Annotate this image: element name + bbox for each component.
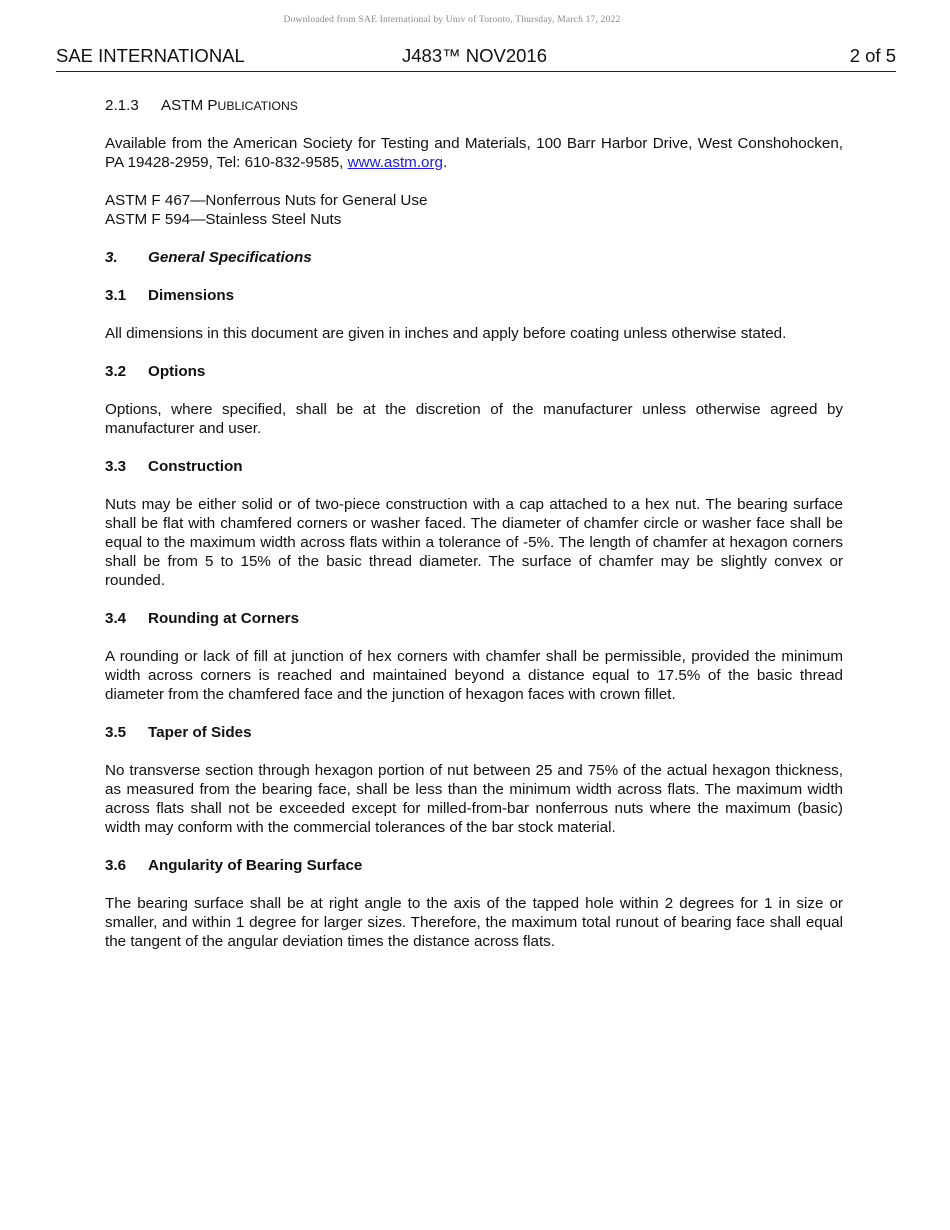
reference-item: ASTM F 594—Stainless Steel Nuts bbox=[105, 211, 342, 228]
section-title: General Specifications bbox=[148, 249, 312, 266]
download-watermark: Downloaded from SAE International by Univ of Toronto, Thursday, March 17, 2022 bbox=[283, 15, 621, 25]
section-number: 3.4 bbox=[105, 610, 127, 627]
section-title: Dimensions bbox=[148, 287, 235, 304]
section-3-6-body: The bearing surface shall be at right angle to the axis of the tapped hole within 2 degrees for 1 in size or smaller, and within 1 degree for larger sizes. Therefore, the maximum total runout of bearing face shall equal the tangent of the angular deviation times the distance across flats. bbox=[105, 895, 843, 950]
availability-text: Available from the American Society for Testing and Materials, 100 Barr Harbor Drive, West Conshohocken, PA 19428-2959, Tel: 610-832-9585, bbox=[105, 135, 843, 171]
section-title: Angularity of Bearing Surface bbox=[148, 857, 363, 874]
section-title: Construction bbox=[148, 458, 243, 475]
section-3-1-body: All dimensions in this document are given in inches and apply before coating unless otherwise stated. bbox=[105, 325, 787, 342]
section-3-5-body: No transverse section through hexagon portion of nut between 25 and 75% of the actual hexagon thickness, as measured from the bearing face, shall be less than the minimum width across flats. The maximum width across flats shall not be exceeded except for milled-from-bar nonferrous nuts where the maximum (basic) width may conform with the commercial tolerances of the bar stock material. bbox=[105, 762, 843, 836]
availability-end: . bbox=[443, 154, 448, 171]
section-number: 3.2 bbox=[105, 363, 127, 380]
section-title: Options bbox=[148, 363, 206, 380]
section-3-3-body: Nuts may be either solid or of two-piece construction with a cap attached to a hex nut. The bearing surface shall be flat with chamfered corners or washer faced. The diameter of chamfer circle or washer face shall be equal to the maximum width across flats within a tolerance of -5%. The length of chamfer at hexagon corners shall be from 5 to 15% of the basic thread diameter. The surface of chamfer may be slightly convex or rounded. bbox=[105, 496, 843, 589]
section-number: 2.1.3 bbox=[105, 97, 139, 114]
title-prefix: ASTM P bbox=[161, 97, 218, 114]
section-3-2-body: Options, where specified, shall be at the discretion of the manufacturer unless otherwise agreed by manufacturer and user. bbox=[105, 401, 843, 437]
section-number: 3. bbox=[105, 249, 118, 266]
section-3-heading bbox=[105, 248, 843, 267]
title-smallcaps: UBLICATIONS bbox=[217, 99, 298, 113]
section-2-1-3-heading bbox=[105, 96, 843, 115]
section-3-3-heading bbox=[105, 457, 843, 476]
reference-list bbox=[105, 191, 843, 229]
section-3-2-heading bbox=[105, 362, 843, 381]
section-title: Taper of Sides bbox=[148, 724, 252, 741]
astm-website-link[interactable]: www.astm.org bbox=[347, 154, 444, 171]
header-organization: SAE INTERNATIONAL bbox=[56, 45, 245, 66]
page-header bbox=[56, 45, 896, 69]
section-3-1-heading bbox=[105, 286, 843, 305]
document-body bbox=[105, 96, 843, 970]
header-divider bbox=[56, 71, 896, 72]
section-number: 3.5 bbox=[105, 724, 127, 741]
section-3-5-heading bbox=[105, 723, 843, 742]
section-3-6-heading bbox=[105, 856, 843, 875]
reference-item: ASTM F 467—Nonferrous Nuts for General Use bbox=[105, 192, 428, 209]
header-document-id: J483™ NOV2016 bbox=[402, 45, 548, 66]
astm-availability-paragraph bbox=[105, 134, 843, 172]
section-3-4-body: A rounding or lack of fill at junction of hex corners with chamfer shall be permissible, provided the minimum width across corners is reached and maintained beyond a distance equal to 17.5% of the basic thread diameter from the chamfered face and the junction of hexagon faces with crown fillet. bbox=[105, 648, 843, 703]
header-page-number: 2 of 5 bbox=[849, 45, 896, 66]
section-number: 3.3 bbox=[105, 458, 127, 475]
section-number: 3.1 bbox=[105, 287, 127, 304]
section-3-4-heading bbox=[105, 609, 843, 628]
section-number: 3.6 bbox=[105, 857, 127, 874]
section-title bbox=[161, 96, 298, 115]
section-title: Rounding at Corners bbox=[148, 610, 300, 627]
